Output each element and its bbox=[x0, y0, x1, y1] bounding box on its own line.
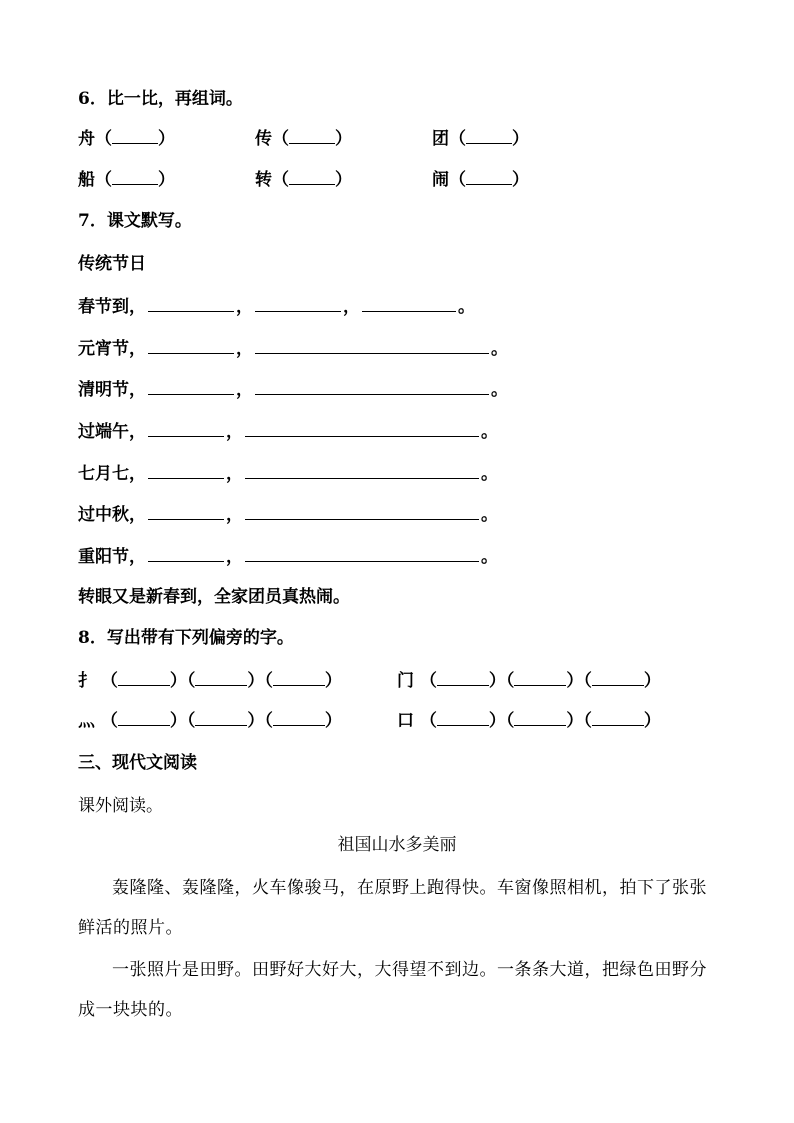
q8-radical-kou: 口 （ ）（ ）（ ） bbox=[397, 711, 661, 731]
answer-blank[interactable] bbox=[245, 545, 479, 562]
q7-line-6: 过中秋， ， 。 bbox=[78, 505, 498, 525]
q7-line-3: 清明节， ， 。 bbox=[78, 380, 508, 400]
answer-blank[interactable] bbox=[245, 503, 479, 520]
answer-blank[interactable] bbox=[148, 378, 234, 395]
q6-item-nao: 闹（ ） bbox=[432, 170, 529, 190]
q8-radical-huo: 灬 （ ）（ ）（ ） bbox=[78, 711, 342, 731]
answer-blank[interactable] bbox=[118, 710, 170, 726]
q7-line-1: 春节到， ， ， 。 bbox=[78, 297, 475, 317]
answer-blank[interactable] bbox=[148, 295, 234, 312]
answer-blank[interactable] bbox=[289, 169, 335, 185]
answer-blank[interactable] bbox=[112, 169, 158, 185]
q7-line-2: 元宵节， ， 。 bbox=[78, 339, 508, 359]
q6-item-zhuan: 转（ ） bbox=[255, 170, 352, 190]
q7-title: 7．课文默写。 bbox=[78, 211, 192, 231]
answer-blank[interactable] bbox=[148, 337, 234, 354]
answer-blank[interactable] bbox=[437, 670, 489, 686]
passage-paragraph-2: 一张照片是田野。田野好大好大，大得望不到边。一条条大道，把绿色田野分成一块块的。 bbox=[78, 960, 707, 1020]
answer-blank[interactable] bbox=[255, 378, 489, 395]
answer-blank[interactable] bbox=[437, 710, 489, 726]
answer-blank[interactable] bbox=[195, 710, 247, 726]
answer-blank[interactable] bbox=[148, 503, 224, 520]
q6-item-zhou: 舟（ ） bbox=[78, 129, 175, 149]
answer-blank[interactable] bbox=[362, 295, 456, 312]
q6-item-chuan2: 船（ ） bbox=[78, 170, 175, 190]
q7-heading: 传统节日 bbox=[78, 254, 146, 274]
answer-blank[interactable] bbox=[118, 670, 170, 686]
passage-paragraph-1: 轰隆隆、轰隆隆，火车像骏马，在原野上跑得快。车窗像照相机，拍下了张张鲜活的照片。 bbox=[78, 878, 707, 938]
passage-title: 祖国山水多美丽 bbox=[337, 835, 457, 855]
q7-line-5: 七月七， ， 。 bbox=[78, 464, 498, 484]
answer-blank[interactable] bbox=[466, 128, 512, 144]
answer-blank[interactable] bbox=[255, 295, 341, 312]
q6-item-tuan: 团（ ） bbox=[432, 129, 529, 149]
answer-blank[interactable] bbox=[289, 128, 335, 144]
section3-title: 三、现代文阅读 bbox=[78, 753, 197, 773]
answer-blank[interactable] bbox=[195, 670, 247, 686]
answer-blank[interactable] bbox=[148, 420, 224, 437]
answer-blank[interactable] bbox=[148, 462, 224, 479]
q8-radical-men: 门 （ ）（ ）（ ） bbox=[397, 671, 661, 691]
q7-line-7: 重阳节， ， 。 bbox=[78, 547, 498, 567]
answer-blank[interactable] bbox=[514, 710, 566, 726]
answer-blank[interactable] bbox=[466, 169, 512, 185]
answer-blank[interactable] bbox=[592, 710, 644, 726]
answer-blank[interactable] bbox=[592, 670, 644, 686]
q7-line-4: 过端午， ， 。 bbox=[78, 422, 498, 442]
q8-radical-shou: 扌 （ ）（ ）（ ） bbox=[78, 671, 342, 691]
answer-blank[interactable] bbox=[273, 670, 325, 686]
q6-title: 6．比一比，再组词。 bbox=[78, 89, 243, 109]
section3-subtitle: 课外阅读。 bbox=[78, 796, 163, 816]
answer-blank[interactable] bbox=[255, 337, 489, 354]
q7-last-line: 转眼又是新春到，全家团员真热闹。 bbox=[78, 587, 350, 607]
answer-blank[interactable] bbox=[112, 128, 158, 144]
answer-blank[interactable] bbox=[245, 462, 479, 479]
answer-blank[interactable] bbox=[514, 670, 566, 686]
answer-blank[interactable] bbox=[245, 420, 479, 437]
answer-blank[interactable] bbox=[273, 710, 325, 726]
q6-item-chuan: 传（ ） bbox=[255, 129, 352, 149]
q8-title: 8．写出带有下列偏旁的字。 bbox=[78, 628, 294, 648]
answer-blank[interactable] bbox=[148, 545, 224, 562]
